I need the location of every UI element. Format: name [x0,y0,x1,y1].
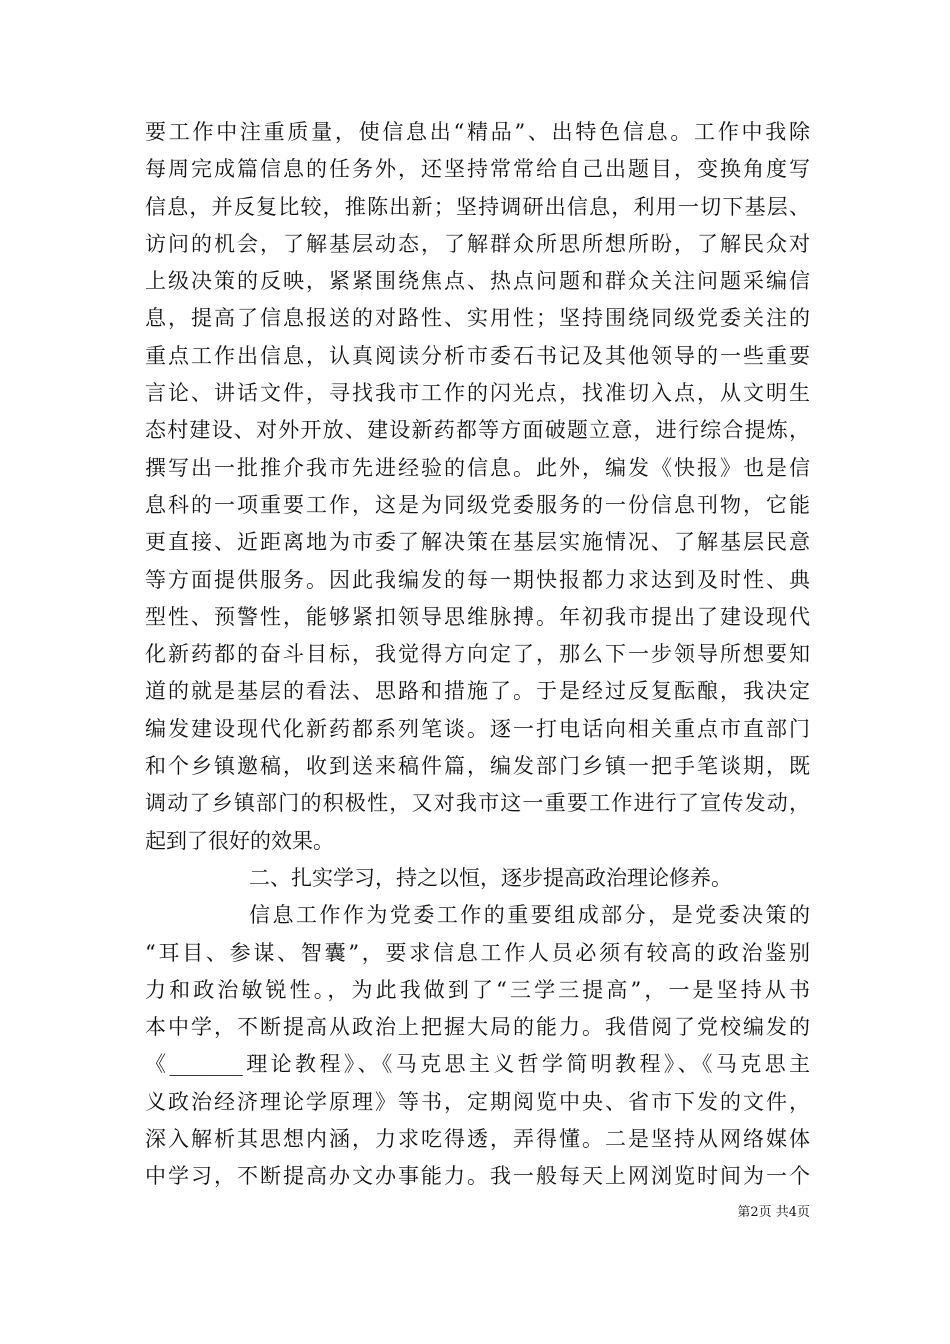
text-line: 更直接、近距离地为市委了解决策在基层实施情况、了解基层民意 [145,530,810,555]
text-line: 撰写出一批推介我市先进经验的信息。此外，编发《快报》也是信 [145,455,810,480]
text-line: 义政治经济理论学原理》等书，定期阅览中央、省市下发的文件， [145,1089,810,1114]
text-line: 态村建设、对外开放、建设新药都等方面破题立意，进行综合提炼， [145,418,810,443]
page-number-footer: 第2页 共4页 [737,1205,810,1220]
text-line: 编发建设现代化新药都系列笔谈。逐一打电话向相关重点市直部门 [145,716,810,741]
text-line: 信息工作作为党委工作的重要组成部分，是党委决策的 [249,903,810,928]
text-line: 息，提高了信息报送的对路性、实用性；坚持围绕同级党委关注的 [145,306,810,331]
text-line: 重点工作出信息，认真阅读分析市委石书记及其他领导的一些重要 [145,343,810,368]
text-line: 《_______理论教程》、《马克思主义哲学简明教程》、《马克思主 [145,1052,810,1077]
text-line: “耳目、参谋、智囊”，要求信息工作人员必须有较高的政治鉴别 [145,940,810,965]
text-line: 起到了很好的效果。 [145,828,334,853]
text-line: 型性、预警性，能够紧扣领导思维脉搏。年初我市提出了建设现代 [145,604,810,629]
text-line: 本中学，不断提高从政治上把握大局的能力。我借阅了党校编发的 [145,1015,810,1040]
paragraph-continued [145,114,810,860]
text-line: 信息，并反复比较，推陈出新；坚持调研出信息，利用一切下基层、 [145,194,810,219]
heading-line: 二、扎实学习，持之以恒，逐步提高政治理论修养。 [249,865,732,890]
section-heading [145,860,810,897]
text-line: 深入解析其思想内涵，力求吃得透，弄得懂。二是坚持从网络媒体 [145,1127,810,1152]
text-line: 上级决策的反映，紧紧围绕焦点、热点问题和群众关注问题采编信 [145,269,810,294]
text-line: 每周完成篇信息的任务外，还坚持常常给自己出题目，变换角度写 [145,157,810,182]
paragraph [145,897,810,1195]
text-line: 言论、讲话文件，寻找我市工作的闪光点，找准切入点，从文明生 [145,381,810,406]
text-line: 调动了乡镇部门的积极性，又对我市这一重要工作进行了宣传发动， [145,791,810,816]
document-body [145,114,810,1196]
text-line: 道的就是基层的看法、思路和措施了。于是经过反复酝酿，我决定 [145,679,810,704]
text-line: 要工作中注重质量，使信息出“精品”、出特色信息。工作中我除 [145,120,810,144]
text-line: 和个乡镇邀稿，收到送来稿件篇，编发部门乡镇一把手笔谈期，既 [145,754,810,779]
text-line: 化新药都的奋斗目标，我觉得方向定了，那么下一步领导所想要知 [145,642,810,667]
text-line: 等方面提供服务。因此我编发的每一期快报都力求达到及时性、典 [145,567,810,592]
text-line: 中学习，不断提高办文办事能力。我一般每天上网浏览时间为一个 [145,1164,810,1189]
text-line: 力和政治敏锐性。，为此我做到了“三学三提高”，一是坚持从书 [145,977,810,1002]
text-line: 访问的机会，了解基层动态，了解群众所思所想所盼，了解民众对 [145,231,810,256]
text-line: 息科的一项重要工作，这是为同级党委服务的一份信息刊物，它能 [145,492,810,517]
